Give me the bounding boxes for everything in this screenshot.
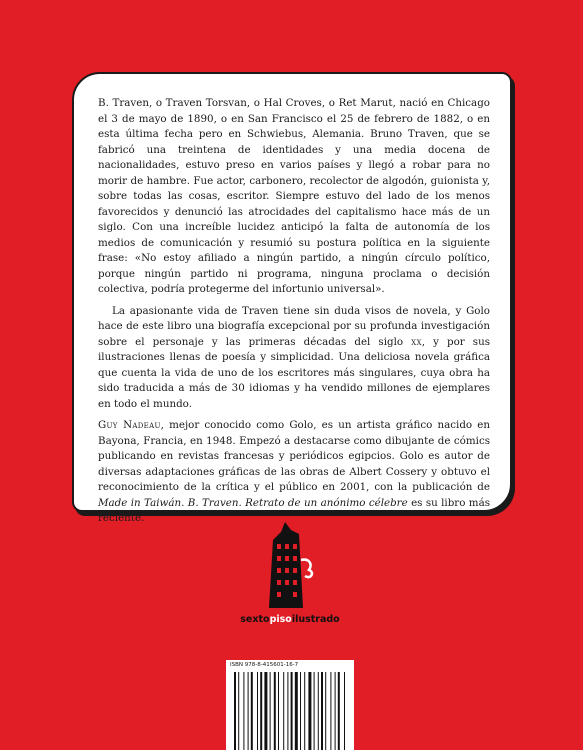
book-text-2: , y por sus ilustraciones llenas de poesía y simplicidad. Una deliciosa novela gráfica que cuenta la vida de uno de los escritores más singulares, cuya obra ha sido traducida a más de 30 idiomas y ha vendido millones de ejemplares en todo el mundo. (98, 335, 491, 410)
century-label: xx (411, 335, 422, 348)
title-made-in-taiwan: Made in Taiwán (98, 496, 182, 509)
back-cover-text (98, 96, 490, 533)
publisher-part-3: ilustrado (291, 614, 340, 625)
paragraph-author (98, 418, 490, 527)
author-text-1: , mejor conocido como Golo, es un artista gráfico nacido en Bayona, Francia, en 1948. Empezó a destacarse como dibujante de cómics publicando en revistas francesas y periódicos egipcios. Golo es autor de diversas adaptaciones gráficas de las obras de Albert Cossery y obtuvo el reconocimiento de la crítica y el público en 2001, con la publicación de (98, 419, 490, 493)
isbn-label: ISBN 978-8-415601-16-7 (230, 662, 299, 668)
publisher-part-1: sexto (240, 614, 270, 625)
paragraph-book (98, 304, 490, 413)
publisher-part-2: piso (269, 614, 292, 625)
author-text-2: . (181, 496, 188, 509)
paragraph-biography (98, 96, 490, 298)
barcode-icon (232, 672, 350, 750)
title-book: B. Traven. Retrato de un anónimo célebre (187, 496, 408, 509)
publisher-logo (200, 614, 380, 625)
author-text-3: es su libro más reciente. (98, 496, 490, 524)
book-text-1: La apasionante vida de Traven tiene sin duda visos de novela, y Golo hace de este libro una biografía excepcional por su profunda investigación sobre el personaje y las primeras décadas del siglo (98, 304, 490, 348)
bio-text: B. Traven, o Traven Torsvan, o Hal Croves, o Ret Marut, nació en Chicago el 3 de mayo de 1890, o en San Francisco el 25 de febrero de 1882, o en esta última fecha pero en Schwiebus, Alemania. Bruno Traven, que se fabricó una treintena de identidades y una media docena de nacionalidades, estuvo preso en varios países y llegó a robar para no morir de hambre. Fue actor, carbonero, recolector de algodón, guionista y, sobre todas las cosas, escritor. Siempre estuvo del lado de los menos favorecidos y denunció las atrocidades del capitalismo hace más de un siglo. Con una increíble lucidez anticipó la falta de autonomía de los medios de comunicación y resumió su postura política en la siguiente frase: «No estoy afiliado a ningún partido, a ningún círculo político, porque ningún partido ni programa, ninguna proclama o decisión colectiva, podría protegerme del infortunio universal». (98, 97, 490, 295)
author-name: Guy Nadeau (98, 419, 161, 431)
tower-building-icon (251, 520, 331, 610)
